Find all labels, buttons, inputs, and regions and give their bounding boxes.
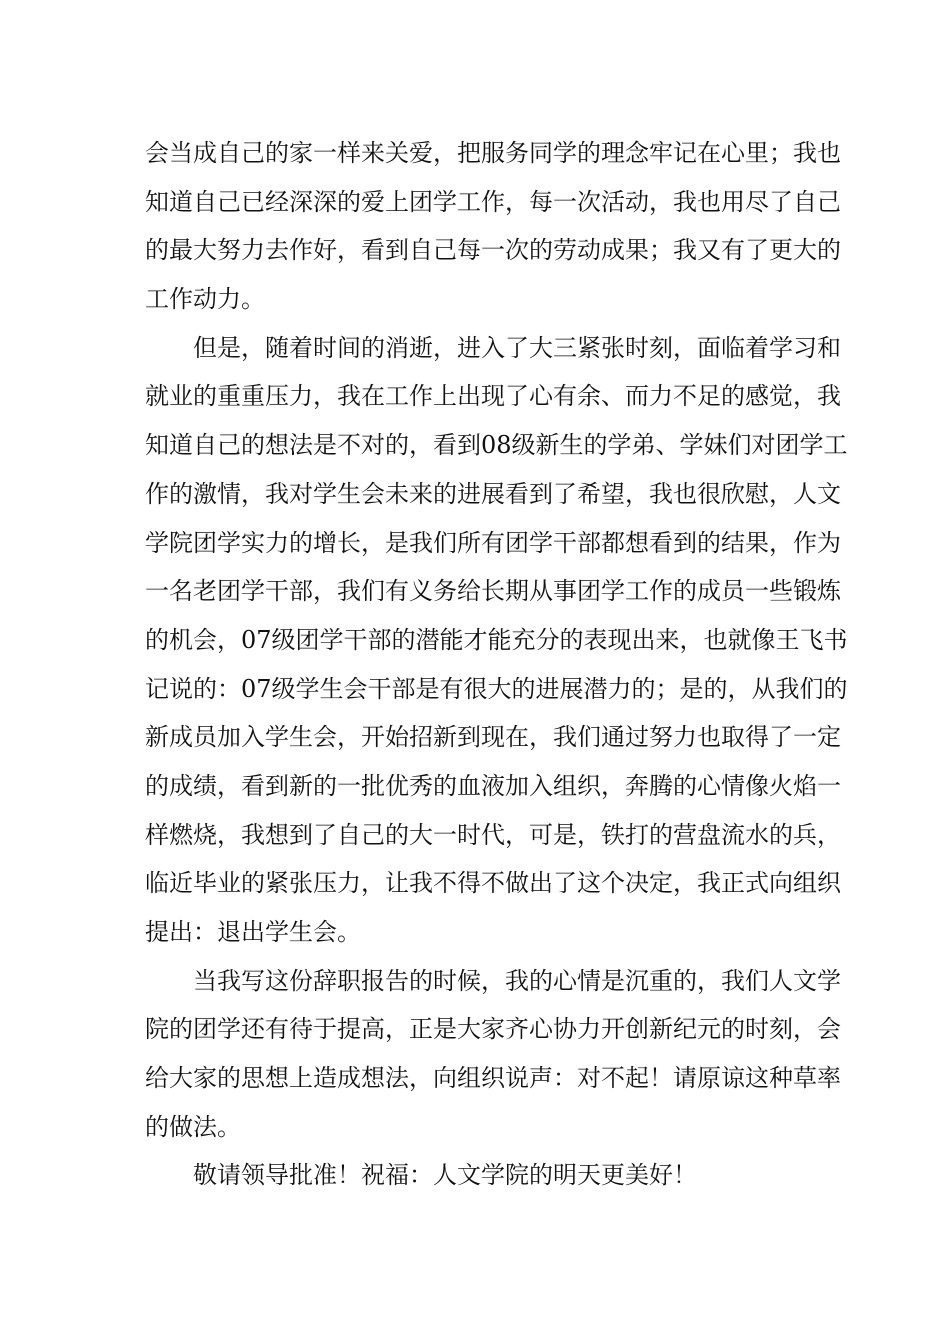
- paragraph-4-line-1: 敬请领导批准！祝福：人文学院的明天更美好！: [193, 1161, 697, 1190]
- paragraph-3-line-4: 的做法。: [145, 1112, 241, 1141]
- paragraph-2-line-6: 一名老团学干部，我们有义务给长期从事团学工作的成员一些锻炼: [145, 577, 841, 606]
- paragraph-2-line-8: 记说的：07级学生会干部是有很大的进展潜力的；是的，从我们的: [145, 674, 848, 703]
- document-body: [145, 129, 848, 1200]
- paragraph-2-line-11: 样燃烧，我想到了自己的大一时代，可是，铁打的营盘流水的兵，: [145, 820, 841, 849]
- paragraph-3-line-3: 给大家的思想上造成想法，向组织说声：对不起！请原谅这种草率: [145, 1064, 841, 1093]
- paragraph-2-line-3: 知道自己的想法是不对的，看到08级新生的学弟、学妹们对团学工: [145, 431, 848, 460]
- paragraph-2-line-4: 作的激情，我对学生会未来的进展看到了希望，我也很欣慰，人文: [145, 479, 841, 508]
- paragraph-2-line-13: 提出：退出学生会。: [145, 918, 361, 946]
- paragraph-2-line-9: 新成员加入学生会，开始招新到现在，我们通过努力也取得了一定: [145, 723, 841, 752]
- paragraph-2-line-7: 的机会，07级团学干部的潜能才能充分的表现出来，也就像王飞书: [145, 625, 848, 654]
- paragraph-2-line-12: 临近毕业的紧张压力，让我不得不做出了这个决定，我正式向组织: [145, 869, 841, 898]
- paragraph-1-line-3: 的最大努力去作好，看到自己每一次的劳动成果；我又有了更大的: [145, 236, 841, 265]
- paragraph-2-line-5: 学院团学实力的增长，是我们所有团学干部都想看到的结果，作为: [145, 528, 841, 557]
- paragraph-3-line-1: 当我写这份辞职报告的时候，我的心情是沉重的，我们人文学: [193, 966, 841, 995]
- paragraph-2-line-1: 但是，随着时间的消逝，进入了大三紧张时刻，面临着学习和: [193, 333, 841, 362]
- paragraph-2-line-10: 的成绩，看到新的一批优秀的血液加入组织，奔腾的心情像火焰一: [145, 771, 841, 800]
- paragraph-1-line-1: 会当成自己的家一样来关爱，把服务同学的理念牢记在心里；我也: [145, 139, 841, 167]
- paragraph-1-line-2: 知道自己已经深深的爱上团学工作，每一次活动，我也用尽了自己: [145, 187, 841, 216]
- paragraph-1-line-4: 工作动力。: [145, 285, 265, 314]
- paragraph-2-line-2: 就业的重重压力，我在工作上出现了心有余、而力不足的感觉，我: [145, 382, 841, 411]
- paragraph-3-line-2: 院的团学还有待于提高，正是大家齐心协力开创新纪元的时刻，会: [145, 1015, 841, 1044]
